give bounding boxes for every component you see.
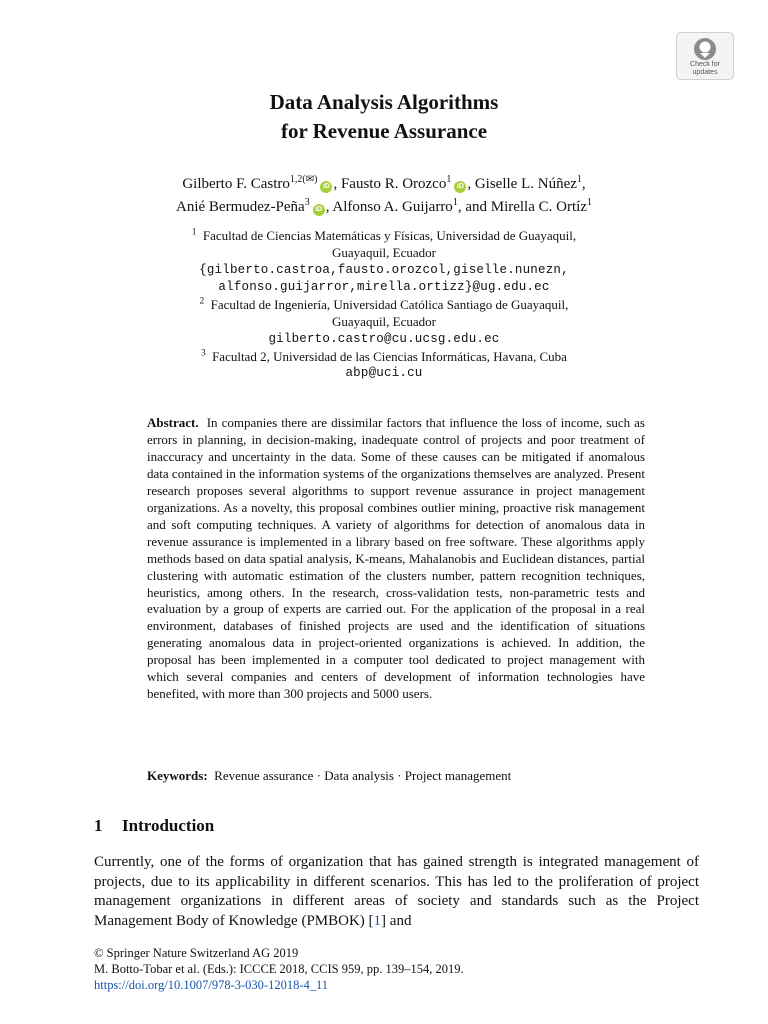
author-affil-sup: 1: [586, 197, 592, 208]
author-line2: [0, 196, 768, 219]
keywords-label: Keywords:: [147, 768, 208, 783]
orcid-icon[interactable]: iD: [320, 181, 332, 193]
affiliation-number: 3: [201, 347, 206, 358]
author-name: Gilberto F. Castro: [182, 176, 290, 192]
paper-title: [0, 88, 768, 146]
footer: [94, 945, 464, 993]
keyword: Revenue assurance: [214, 768, 314, 783]
author-affil-sup: 1: [446, 174, 452, 185]
author-affil-sup: 1: [576, 174, 582, 185]
affiliation-text: Facultad de Ingeniería, Universidad Católica Santiago de Guayaquil,: [210, 297, 569, 313]
copyright: © Springer Nature Switzerland AG 2019: [94, 946, 299, 960]
author-list: [0, 173, 768, 219]
separator: ,: [333, 176, 341, 192]
affiliation-number: 2: [199, 295, 205, 306]
crossmark-icon: [693, 37, 717, 61]
separator: , and: [457, 199, 491, 215]
keyword-separator: ·: [393, 768, 405, 783]
section-heading: [94, 815, 214, 837]
doi-link[interactable]: https://doi.org/10.1007/978-3-030-12018-4_11: [94, 978, 329, 992]
intro-tail: ] and: [381, 912, 412, 929]
abstract-text: In companies there are dissimilar factors that influence the loss of income, such as errors in planning, in decision-making, inadequate control of projects and poor treatment of inaccuracy and uncertainty in the data. Some of these causes can be mitigated if anomalous data contained in the information systems of the organizations themselves are analyzed. Present research proposes several algorithms to support revenue assurance in project management organizations. As a novelty, this proposal combines outlier mining, proactive risk management and soft computing techniques. A variety of algorithms for detection of anomalous data in revenue assurance is implemented in a library based on free software. These algorithms apply methods based on data spatial analysis, K-means, Mahalanobis and Euclidean distances, partial clustering with automatic estimation of the clusters number, pattern recognition techniques, heuristics, among others. In the research, cross-validation tests, non-parametric tests and evaluation by a group of experts are carried out. For the application of the proposal in a real environment, databases of finished projects are used and the identification of situations generating anomalous data in project-oriented organizations is achieved. In addition, the proposal has been implemented in a computer tool dedicated to project management with which several companies and centers of development of information technologies have benefited, with more than 300 projects and 5000 users.: [147, 415, 645, 702]
title-line2: for Revenue Assurance: [280, 119, 488, 143]
author-affil-sup: 3: [304, 197, 310, 208]
affiliation-text: Guayaquil, Ecuador: [332, 314, 436, 330]
affiliation-3: [0, 348, 768, 365]
keyword-separator: ·: [313, 768, 325, 783]
author-name: Fausto R. Orozco: [340, 176, 447, 192]
badge-line2: updates: [692, 69, 718, 76]
keyword: Data analysis: [324, 768, 394, 783]
keywords: [147, 767, 645, 784]
intro-text: Currently, one of the forms of organization that has gained strength is integrated management of projects, due to its applicability in different scenarios. This has led to the proliferation of project management organizations in different areas of society and standards such as the Project Management Body of Knowledge (PMBOK) [: [94, 854, 699, 929]
abstract-label: Abstract.: [147, 415, 199, 430]
check-for-updates-badge[interactable]: [676, 32, 734, 80]
author-affil-sup: 1,2(✉): [289, 174, 318, 185]
citation: M. Botto-Tobar et al. (Eds.): ICCCE 2018, CCIS 959, pp. 139–154, 2019.: [94, 962, 464, 976]
email-line: gilberto.castro@cu.ucsg.edu.ec: [268, 331, 500, 346]
email-line: alfonso.guijarror,mirella.ortizz}@ug.edu.ec: [218, 279, 550, 294]
author-name: Giselle L. Núñez: [474, 176, 577, 192]
badge-line1: Check for: [690, 61, 720, 68]
author-name: Mirella C. Ortíz: [490, 199, 587, 215]
citation-link[interactable]: 1: [373, 912, 382, 929]
affiliation-text: Facultad de Ciencias Matemáticas y Físicas, Universidad de Guayaquil,: [202, 228, 577, 243]
section-number: 1: [94, 816, 103, 835]
title-line1: Data Analysis Algorithms: [269, 90, 499, 114]
affiliation-number: 1: [191, 226, 197, 237]
affiliations: [0, 227, 768, 383]
section-title: Introduction: [122, 816, 215, 835]
affiliation-text: Facultad 2, Universidad de las Ciencias Informáticas, Havana, Cuba: [212, 349, 567, 365]
author-affil-sup: 1: [452, 197, 458, 208]
author-line1: Gilberto F. Castro$^{1,2(✉)}$iD , Fausto R. Orozco$^1$iD , Giselle L. Núñez$^1$,: [182, 174, 586, 192]
separator: ,: [325, 199, 333, 215]
affiliation-1: [0, 227, 768, 244]
intro-paragraph: [94, 853, 699, 931]
email-line: {gilberto.castroa,fausto.orozcol,giselle.nunezn,: [199, 262, 569, 277]
separator: ,: [467, 176, 475, 192]
author-name: Alfonso A. Guijarro: [332, 199, 453, 215]
affiliation-2: [0, 296, 768, 313]
author-name: Anié Bermudez-Peña: [176, 199, 305, 215]
abstract: [147, 415, 645, 703]
orcid-icon[interactable]: iD: [313, 204, 325, 216]
affiliation-text: Guayaquil, Ecuador: [332, 245, 436, 261]
email-line: abp@uci.cu: [345, 366, 423, 381]
orcid-icon[interactable]: iD: [454, 181, 466, 193]
keyword: Project management: [404, 768, 512, 783]
